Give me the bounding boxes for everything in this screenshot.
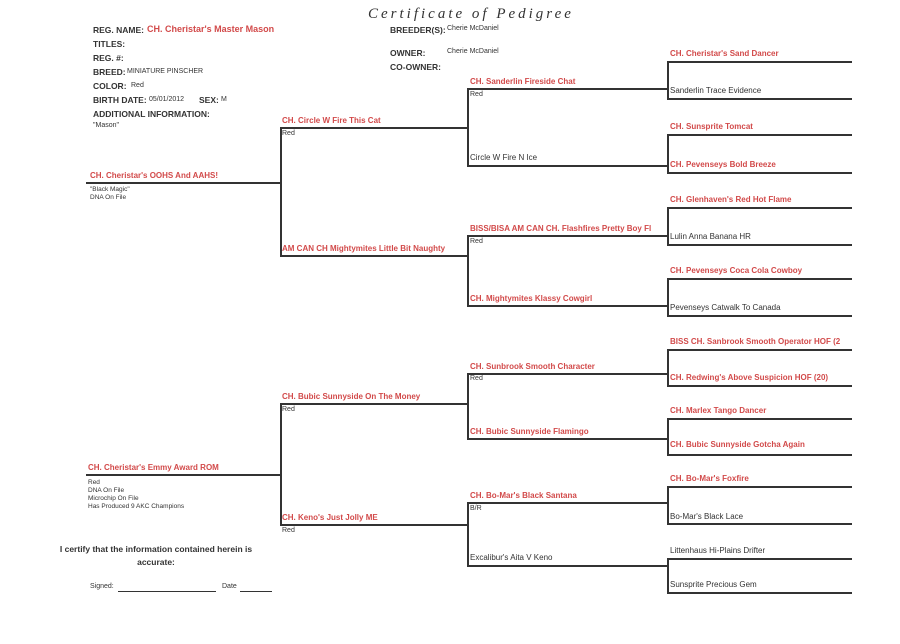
color-label: COLOR: — [93, 81, 127, 91]
additional-info-value: "Mason" — [93, 122, 119, 129]
gen4-connector-1 — [667, 134, 669, 172]
gen4-line-6 — [667, 278, 852, 280]
gen4-name-2: CH. Sunsprite Tomcat — [670, 122, 753, 131]
dam-name: CH. Cheristar's Emmy Award ROM — [88, 463, 219, 472]
certification-statement: I certify that the information contained herein is accurate: — [59, 544, 253, 567]
additional-info-label: ADDITIONAL INFORMATION: — [93, 109, 210, 119]
gen3-name-1: Circle W Fire N Ice — [470, 153, 538, 162]
signature-line[interactable] — [118, 591, 216, 592]
gen3-name-4: CH. Sunbrook Smooth Character — [470, 362, 595, 371]
gen2-connector-sire — [280, 127, 282, 255]
gen4-line-1 — [667, 98, 852, 100]
gen3-connector-2 — [467, 373, 469, 438]
gen2-line-1 — [280, 255, 469, 257]
gen4-line-2 — [667, 134, 852, 136]
gen4-name-7: Pevenseys Catwalk To Canada — [670, 303, 781, 312]
gen4-line-14 — [667, 558, 852, 560]
gen4-name-1: Sanderlin Trace Evidence — [670, 86, 762, 95]
gen2-line-3 — [280, 524, 469, 526]
owner-value: Cherie McDaniel — [447, 48, 499, 55]
gen2-sub-0: Red — [282, 130, 295, 137]
gen2-line-2 — [280, 403, 469, 405]
gen4-connector-2 — [667, 207, 669, 244]
sex-value: M — [221, 96, 227, 103]
gen4-name-12: CH. Bo-Mar's Foxfire — [670, 474, 749, 483]
gen3-connector-3 — [467, 502, 469, 565]
gen4-line-5 — [667, 244, 852, 246]
gen4-name-14: Littenhaus Hi-Plains Drifter — [670, 546, 766, 555]
gen4-line-4 — [667, 207, 852, 209]
gen4-connector-6 — [667, 486, 669, 523]
gen4-line-11 — [667, 454, 852, 456]
sex-label: SEX: — [199, 95, 219, 105]
gen4-name-5: Lulin Anna Banana HR — [670, 232, 751, 241]
gen3-line-3 — [467, 305, 668, 307]
sire-line — [86, 182, 282, 184]
breed-label: BREED: — [93, 67, 126, 77]
reg-name-label: REG. NAME: — [93, 25, 144, 35]
gen4-line-7 — [667, 315, 852, 317]
gen3-sub-4: Red — [470, 375, 483, 382]
gen4-connector-0 — [667, 61, 669, 98]
birth-date-value: 05/01/2012 — [149, 96, 185, 103]
gen4-name-10: CH. Marlex Tango Dancer — [670, 406, 767, 415]
gen4-name-11: CH. Bubic Sunnyside Gotcha Again — [670, 440, 805, 449]
dam-extra: Red DNA On File Microchip On File Has Produced 9 AKC Champions — [88, 479, 185, 510]
gen3-line-0 — [467, 88, 668, 90]
date-line[interactable] — [240, 591, 272, 592]
gen3-line-6 — [467, 502, 668, 504]
gen2-line-0 — [280, 127, 469, 129]
gen3-name-0: CH. Sanderlin Fireside Chat — [470, 77, 576, 86]
gen4-name-0: CH. Cheristar's Sand Dancer — [670, 49, 779, 58]
certificate-title: Certificate of Pedigree — [368, 6, 574, 22]
gen3-line-1 — [467, 165, 668, 167]
gen3-name-2: BISS/BISA AM CAN CH. Flashfires Pretty Boy Fl — [470, 224, 652, 233]
gen3-line-5 — [467, 438, 668, 440]
gen3-line-4 — [467, 373, 668, 375]
gen2-name-0: CH. Circle W Fire This Cat — [282, 116, 381, 125]
gen4-connector-4 — [667, 349, 669, 385]
gen4-line-15 — [667, 592, 852, 594]
gen4-line-10 — [667, 418, 852, 420]
gen4-line-12 — [667, 486, 852, 488]
gen4-line-8 — [667, 349, 852, 351]
gen4-connector-5 — [667, 418, 669, 454]
owner-label: OWNER: — [390, 48, 426, 58]
color-value: Red — [131, 82, 144, 89]
breeder-value: Cherie McDaniel — [447, 25, 499, 32]
gen3-name-3: CH. Mightymites Klassy Cowgirl — [470, 294, 593, 303]
gen2-sub-3: Red — [282, 527, 295, 534]
gen4-name-8: BISS CH. Sanbrook Smooth Operator HOF (2 — [670, 337, 841, 346]
gen3-line-7 — [467, 565, 668, 567]
gen4-name-13: Bo-Mar's Black Lace — [670, 512, 744, 521]
co-owner-label: CO-OWNER: — [390, 62, 441, 72]
birth-date-label: BIRTH DATE: — [93, 95, 147, 105]
gen2-sub-2: Red — [282, 406, 295, 413]
titles-label: TITLES: — [93, 39, 126, 49]
gen2-name-3: CH. Keno's Just Jolly ME — [282, 513, 378, 522]
gen4-line-0 — [667, 61, 852, 63]
gen3-sub-0: Red — [470, 91, 483, 98]
gen4-name-4: CH. Glenhaven's Red Hot Flame — [670, 195, 792, 204]
breeder-label: BREEDER(S): — [390, 25, 446, 35]
reg-number-label: REG. #: — [93, 53, 124, 63]
gen4-connector-3 — [667, 278, 669, 315]
gen3-sub-6: B/R — [470, 505, 482, 512]
gen2-name-1: AM CAN CH Mightymites Little Bit Naughty — [282, 244, 446, 253]
gen4-name-15: Sunsprite Precious Gem — [670, 580, 757, 589]
gen2-connector-dam — [280, 403, 282, 524]
gen3-name-7: Excalibur's Aita V Keno — [470, 553, 553, 562]
gen3-sub-2: Red — [470, 238, 483, 245]
gen4-name-6: CH. Pevenseys Coca Cola Cowboy — [670, 266, 803, 275]
gen4-connector-7 — [667, 558, 669, 592]
sire-name: CH. Cheristar's OOHS And AAHS! — [90, 171, 218, 180]
sire-extra: "Black Magic" DNA On File — [90, 186, 130, 201]
gen3-connector-1 — [467, 235, 469, 305]
signed-label: Signed: — [90, 583, 114, 590]
gen4-line-9 — [667, 385, 852, 387]
gen3-line-2 — [467, 235, 668, 237]
gen4-line-13 — [667, 523, 852, 525]
breed-value: MINIATURE PINSCHER — [127, 68, 204, 75]
reg-name-value: CH. Cheristar's Master Mason — [147, 24, 275, 34]
date-label: Date — [222, 583, 237, 590]
gen3-name-5: CH. Bubic Sunnyside Flamingo — [470, 427, 589, 436]
dam-line — [86, 474, 282, 476]
gen3-connector-0 — [467, 88, 469, 165]
gen3-name-6: CH. Bo-Mar's Black Santana — [470, 491, 577, 500]
gen4-name-3: CH. Pevenseys Bold Breeze — [670, 160, 776, 169]
gen4-line-3 — [667, 172, 852, 174]
gen2-name-2: CH. Bubic Sunnyside On The Money — [282, 392, 421, 401]
gen4-name-9: CH. Redwing's Above Suspicion HOF (20) — [670, 373, 829, 382]
